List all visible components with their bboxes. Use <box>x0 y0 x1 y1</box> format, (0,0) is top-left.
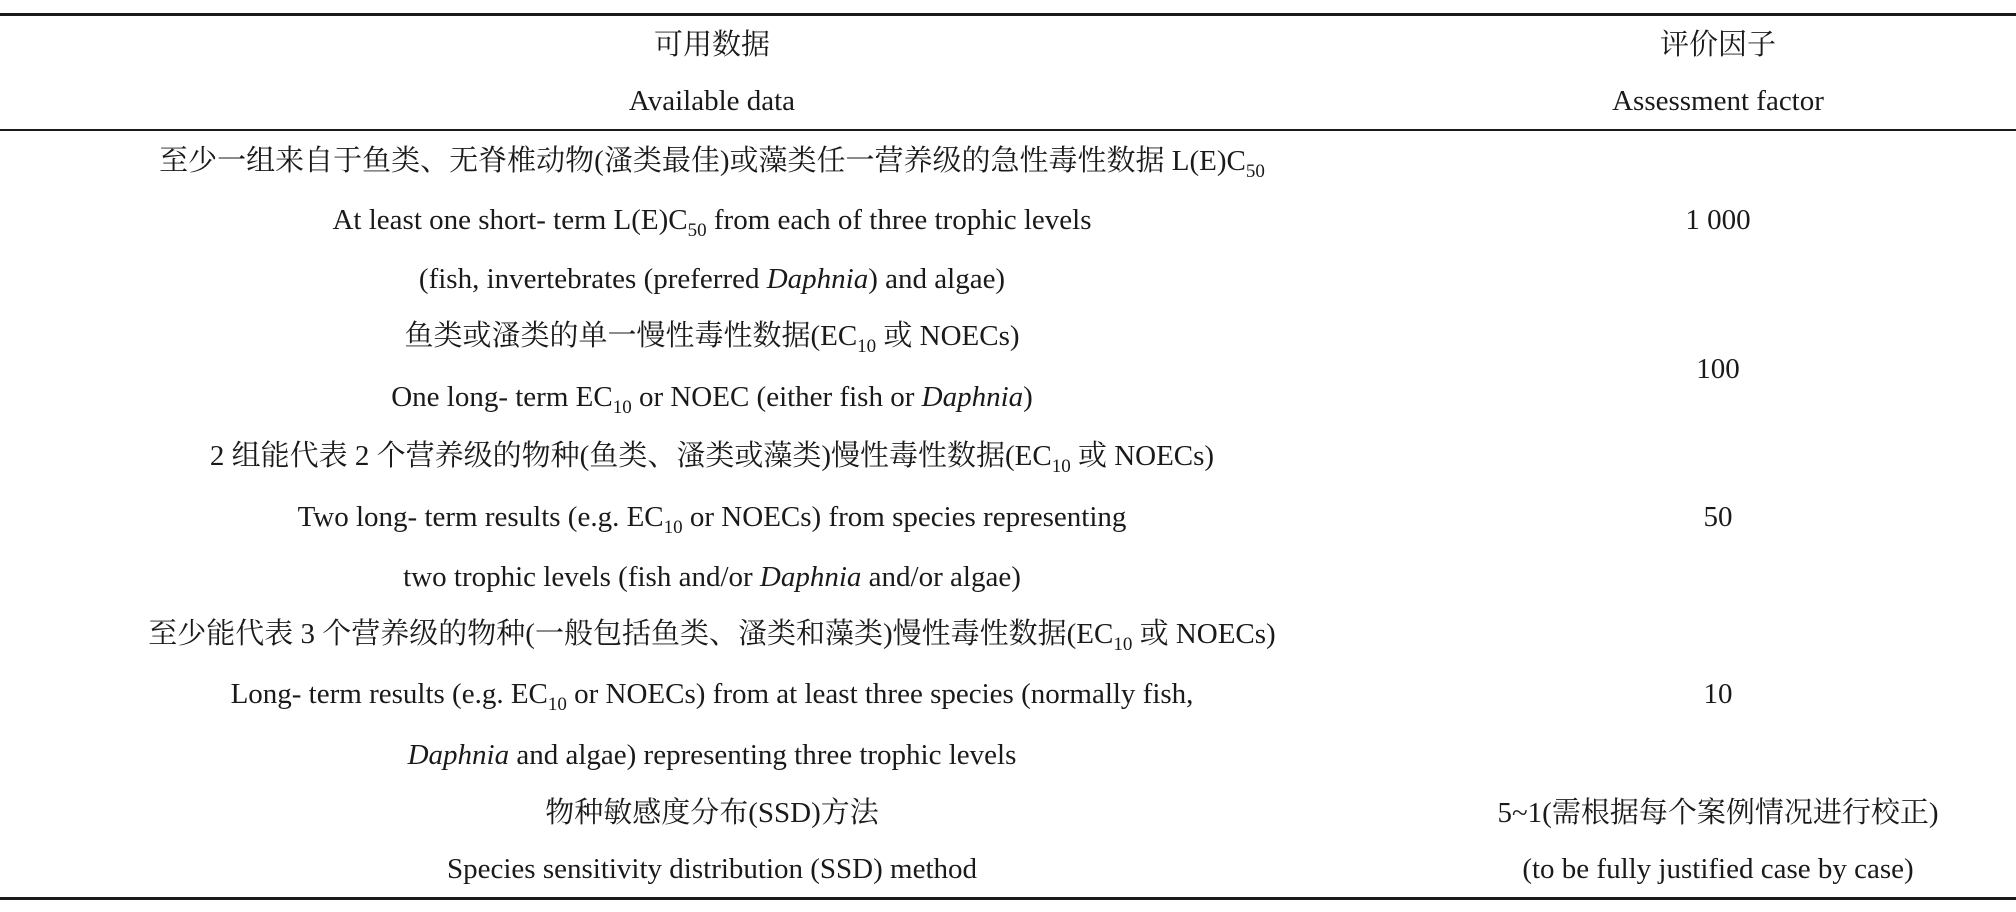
row4-factor: 10 <box>1703 678 1733 710</box>
row1-factor: 1 000 <box>1685 204 1751 236</box>
top-rule <box>0 13 2016 16</box>
row1-data-en-line2: (fish, invertebrates (preferred Daphnia) and algae) <box>418 263 1006 295</box>
row3-factor: 50 <box>1703 501 1733 533</box>
row3-data-en-line2: two trophic levels (fish and/or Daphnia and/or algae) <box>403 561 1021 593</box>
row1-data-en-line1: At least one short- term $L(E)C_{50}$ from each of three trophic levels <box>332 204 1092 241</box>
header-rule <box>0 129 2016 131</box>
row2-factor: 100 <box>1696 353 1740 385</box>
row5-factor-en: (to be fully justified case by case) <box>1522 853 1914 885</box>
row4-data-en-line2: Daphnia and algae) representing three trophic levels <box>407 739 1017 771</box>
row5-data-en: Species sensitivity distribution (SSD) method <box>446 853 978 885</box>
row5-data-zh: 物种敏感度分布(SSD)方法 <box>545 797 879 829</box>
row4-data-zh: 至少能代表 3 个营养级的物种(一般包括鱼类、溞类和藻类)慢性毒性数据($EC_{10}$ 或 NOECs) <box>148 618 1276 655</box>
header-available-data-zh: 可用数据 <box>653 29 771 61</box>
header-available-data-en: Available data <box>628 85 796 117</box>
row4-data-en-line1: Long- term results (e.g. $EC_{10}$ or NOECs) from at least three species (normally fish, <box>230 678 1194 715</box>
row3-data-en-line1: Two long- term results (e.g. $EC_{10}$ or NOECs) from species representing <box>297 501 1127 538</box>
row2-data-zh: 鱼类或溞类的单一慢性毒性数据($EC_{10}$ 或 NOECs) <box>404 320 1020 357</box>
row5-factor-zh: 5~1(需根据每个案例情况进行校正) <box>1497 797 1939 829</box>
header-assessment-factor-en: Assessment factor <box>1612 85 1824 117</box>
row3-data-zh: 2 组能代表 2 个营养级的物种(鱼类、溞类或藻类)慢性毒性数据($EC_{10}$ 或 NOECs) <box>209 440 1215 477</box>
row2-data-en: One long- term $EC_{10}$ or NOEC (either fish or Daphnia) <box>391 381 1033 418</box>
bottom-rule <box>0 897 2016 900</box>
row1-data-zh: 至少一组来自于鱼类、无脊椎动物(溞类最佳)或藻类任一营养级的急性毒性数据 $L(E)C_{50}$ <box>159 145 1265 182</box>
header-assessment-factor-zh: 评价因子 <box>1659 29 1777 61</box>
